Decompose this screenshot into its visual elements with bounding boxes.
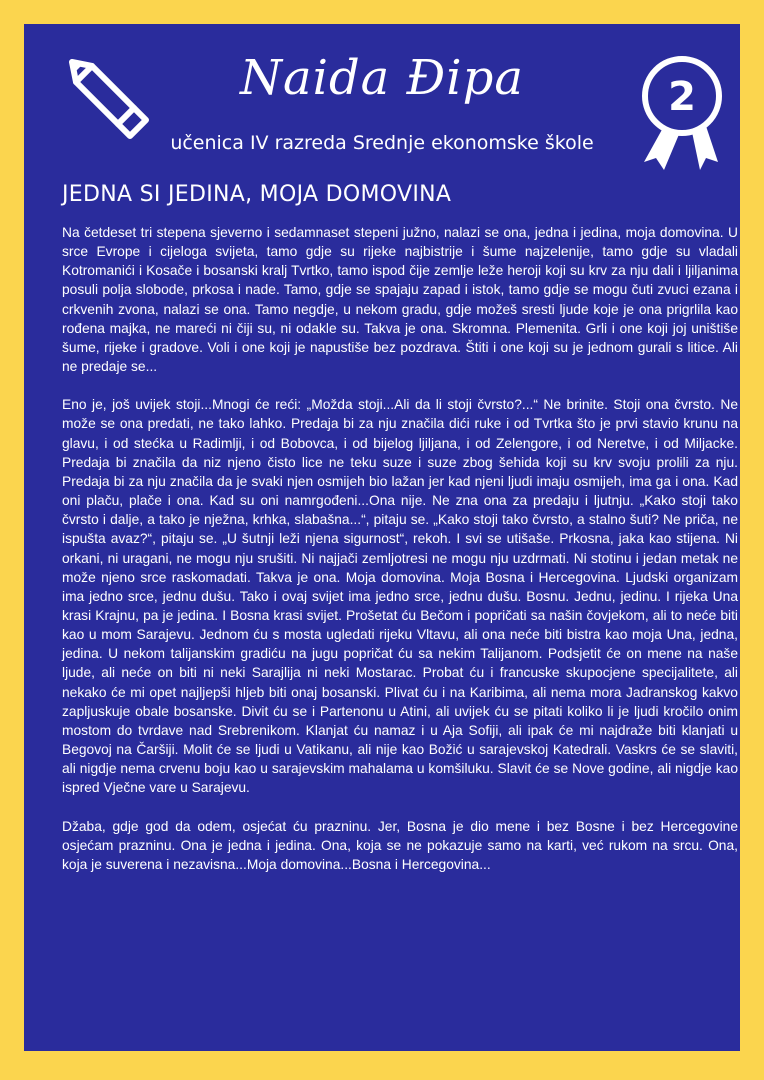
essay-paragraph-1: Na četdeset tri stepena sjeverno i sedamnaset stepeni južno, nalazi se ona, jedna i jedina, moja domovina. U srce Evrope i cijeloga svijeta, tamo gdje su rijeke najbistrije i šume najzelenije, tamo gdje su vladali Kotromanići i Kosače i bosanski kralj Tvrtko, tamo ispod čije zemlje leže heroji koji su krv za nju dali i ljiljanima posuli polja slobode, prkosa i nade. Tamo, gdje se spajaju zapad i istok, tamo gdje se mogu čuti zvuci ezana i crkvenih zvona, nalazi se ona. Tamo negdje, u nekom gradu, gdje možeš sresti ljude koje je ona prigrlila kao rođena majka, ne mareći ni čiji su, ni odakle su. Takva je ona. Skromna. Plemenita. Grli i one koji joj uništiše šume, rijeke i gradove. Voli i one koji je napustiše bez pozdrava. Štiti i one koji su je jednom gurali s litice. Ali ne predaje se... bbox=[62, 225, 738, 375]
pencil-icon bbox=[62, 52, 154, 144]
essay-paragraph-3: Džaba, gdje god da odem, osjećat ću prazninu. Jer, Bosna je dio mene i bez Bosne i bez Hercegovine osjećam prazninu. Ona je jedna i jedina. Ona, koja se ne pokazuje samo na karti, već rukom na srcu. Ona, koja je suverena i nezavisna...Moja domovina...Bosna i Hercegovina... bbox=[62, 818, 738, 872]
essay-body bbox=[62, 223, 738, 893]
award-ribbon-icon bbox=[634, 52, 730, 192]
author-name: Naida Đipa bbox=[239, 50, 524, 106]
essay-title: JEDNA SI JEDINA, MOJA DOMOVINA bbox=[62, 182, 452, 207]
essay-card bbox=[24, 24, 740, 1051]
author-description: učenica IV razreda Srednje ekonomske škole bbox=[170, 132, 594, 154]
essay-paragraph-2: Eno je, još uvijek stoji...Mnogi će reći: „Možda stoji...Ali da li stoji čvrsto?...“ Ne brinite. Stoji ona čvrsto. Ne može se ona predati, ne tako lahko. Predaja bi za nju značila dići ruke i od Tvrtka što je prvi stavio krunu na glavu, i od stećka u Radimlji, i od Bobovca, i od bijelog ljiljana, i od Zelengore, i od Neretve, i od Miljacke. Predaja bi značila da niz njeno čisto lice ne teku suze i suze zbog šehida koji su krv svoju prolili za nju. Predaja bi za nju značila da je svaki njen osmijeh bio lažan jer kad njeni ljudi imaju osmijeh, ima ga i ona. Kad oni plaču, plače i ona. Kad su oni namrgođeni...Ona nije. Ne zna ona za predaju i ljutnju. „Kako stoji tako čvrsto i dalje, a tako je nježna, krhka, slabašna...“, pitaju se. „Kako stoji tako čvrsto, a stalno šuti? Ne priča, ne ispušta avaz?“, pitaju se. „U šutnji leži njena sigurnost“, rekoh. I svi se utišaše. Prkosna, jaka kao stijena. Ni orkani, ni uragani, ne mogu nju srušiti. Ni najjači zemljotresi ne mogu nju uzdrmati. Ni stotinu i jedan metak ne može njeno srce raskomadati. Takva je ona. Moja domovina. Moja Bosna i Hercegovina. Ljudski organizam ima jedno srce, jednu dušu. Tako i ovaj svijet ima jedno srce, jednu dušu. Bosnu. Jednu, jedinu. I rijeka Una krasi Krajnu, pa je jedina. I Bosna krasi svijet. Prošetat ću Bečom i popričati sa našin čovjekom, ali to neće biti kao u mom Sarajevu. Jednom ću s mosta ugledati rijeku Vltavu, ali ona neće biti bistra kao moja Una, jedna, jedina. U nekom talijanskim gradiću na jugu popričat ću sa nekim Talijanom. Podsjetit će on mene na naše ljude, ali neće on biti ni neki Sarajlija ni neki Mostarac. Probat ću i francuske skupocjene specijalitete, ali nekako će mi opet najljepši hljeb biti onaj bosanski. Plivat ću i na Karibima, ali nema mora Jadranskog kakvo zapljuskuje obale bosanske. Divit ću se i Partenonu u Atini, ali uvijek ću se pitati koliko li je ljudi kročilo onim mostom do tvrdave nad Srebrenikom. Klanjat ću namaz i u Aja Sofiji, ali ipak će mi najdraže biti klanjati u Begovoj na Čaršiji. Molit će se ljudi u Vatikanu, ali nije kao Božić u sarajevskoj Katedrali. Vaskrs će se slaviti, ali nigdje nema crvenu boju kao u sarajevskim mahalama u komšiluku. Slavit će se Nove godine, ali nigdje kao ispred Vječne vare u Sarajevu. bbox=[62, 397, 738, 796]
rank-number: 2 bbox=[668, 74, 696, 120]
